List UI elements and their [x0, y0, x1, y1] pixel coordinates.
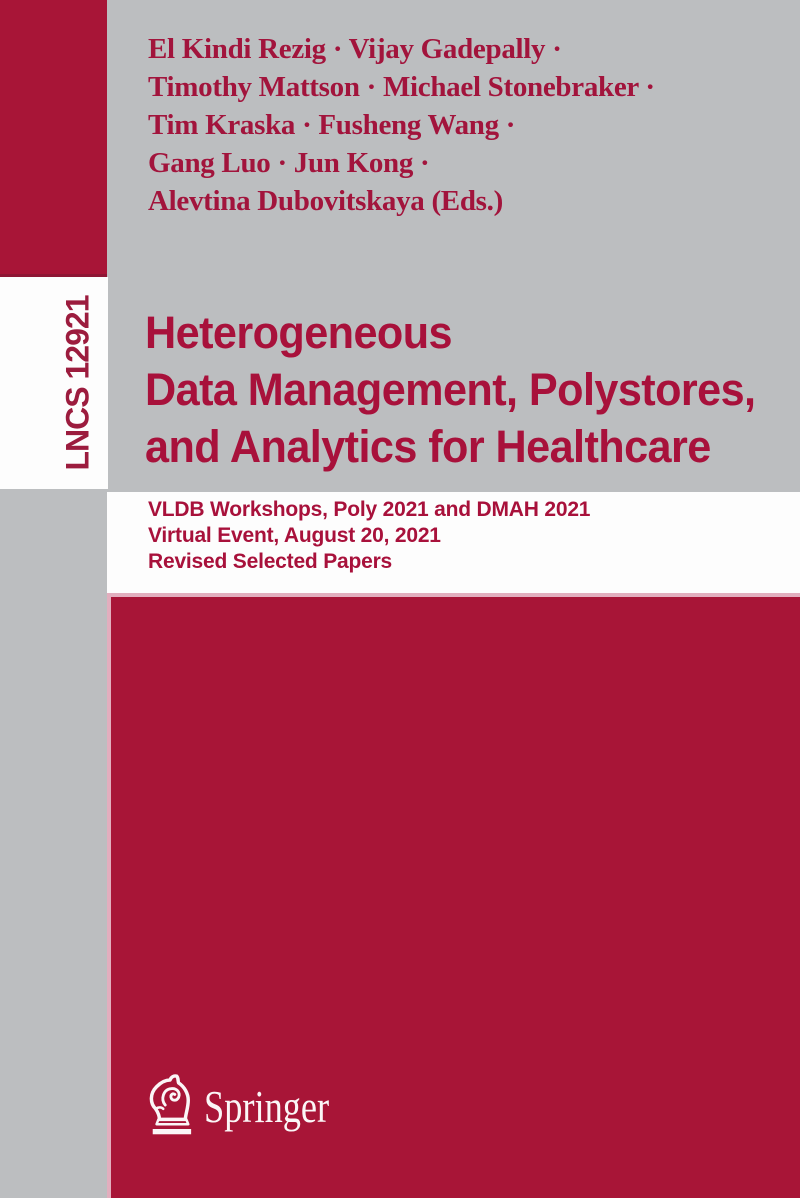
subtitle-band — [107, 492, 800, 593]
series-volume-box — [0, 277, 108, 489]
title-line: and Analytics for Healthcare — [145, 421, 711, 472]
author-line: Gang Luo · Jun Kong · — [148, 147, 430, 179]
subtitle-line: VLDB Workshops, Poly 2021 and DMAH 2021 — [148, 498, 591, 521]
publisher-name: Springer — [204, 1081, 330, 1132]
subtitle-line: Virtual Event, August 20, 2021 — [148, 524, 441, 547]
author-line: Timothy Mattson · Michael Stonebraker · — [148, 71, 655, 103]
book-title — [145, 304, 755, 475]
title-line: Heterogeneous — [145, 307, 452, 358]
author-line: El Kindi Rezig · Vijay Gadepally · — [148, 33, 562, 65]
author-line: Alevtina Dubovitskaya (Eds.) — [148, 185, 503, 217]
subtitle-line: Revised Selected Papers — [148, 550, 393, 573]
series-volume-label: LNCS 12921 — [59, 295, 96, 471]
title-line: Data Management, Polystores, — [145, 364, 756, 415]
springer-horse-icon — [146, 1074, 194, 1136]
spine-top-red-block — [0, 0, 107, 277]
publisher-logo — [146, 1074, 362, 1136]
authors-block — [148, 30, 655, 220]
author-line: Tim Kraska · Fusheng Wang · — [148, 109, 516, 141]
